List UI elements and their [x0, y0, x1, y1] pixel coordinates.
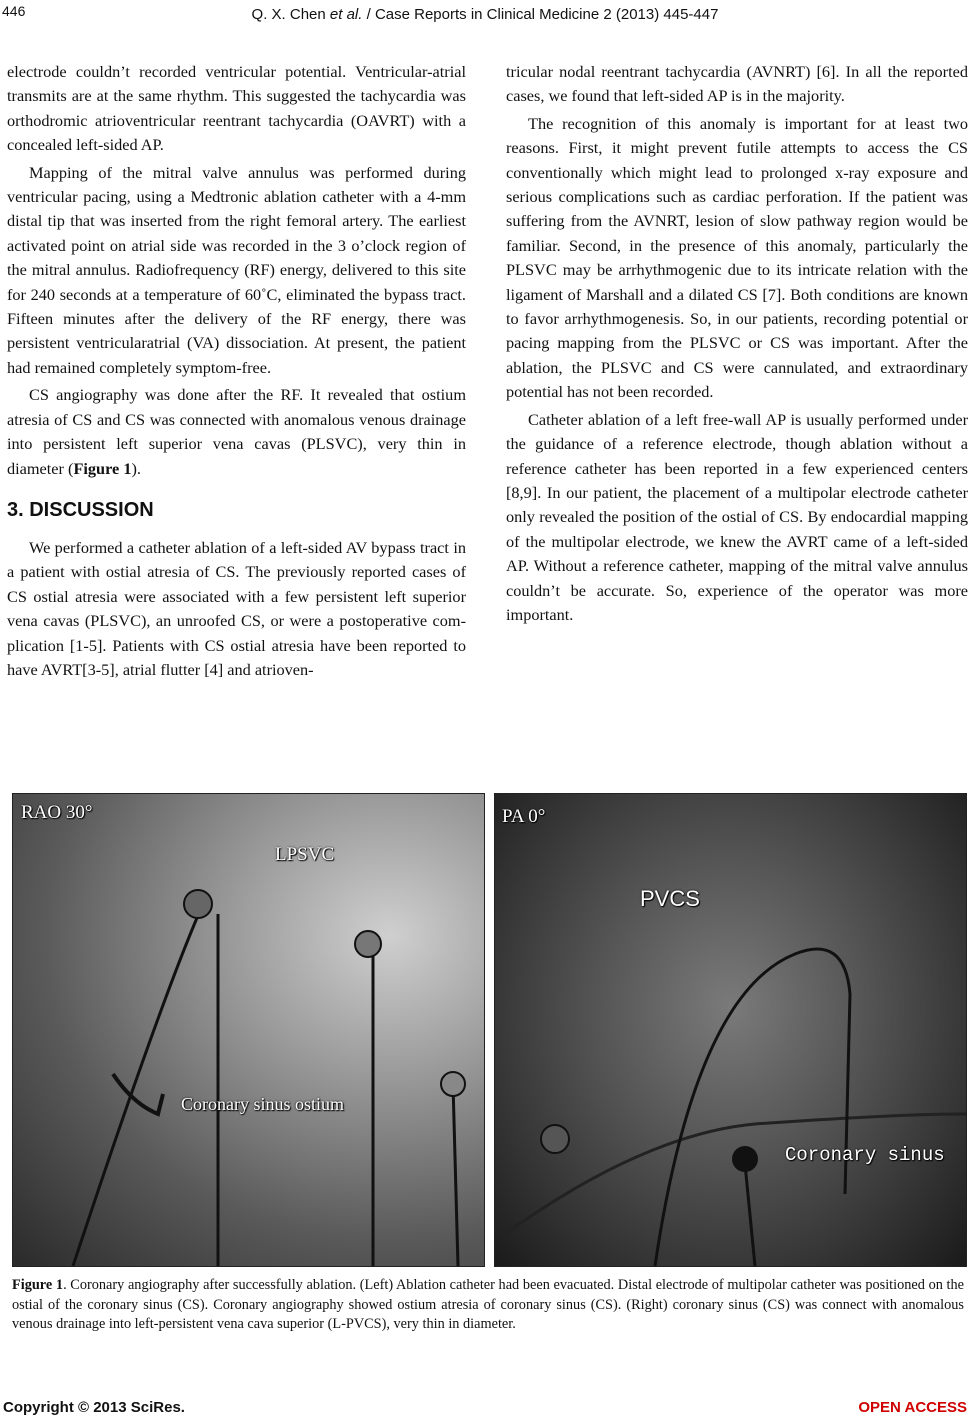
paragraph: Mapping of the mitral valve annulus was performed during ventricular pacing, using a Medtronic ablation catheter with a 4-mm distal tip that was inserted from the right femoral artery. The earliest activated point on atrial side was recorded in the 3 o’clock region of the mitral annulus. Radiofrequency (RF) energy, delivered to this site for 240 seconds at a temperature of 60˚C, eliminated the bypass tract. Fifteen minutes after the delivery of the RF energy, there was persistent ventricularatrial (VA) dissociation. At present, the patient had remained completely symptom-free.: [7, 162, 466, 377]
open-access-badge: OPEN ACCESS: [858, 1399, 967, 1416]
running-title-etal: et al.: [329, 6, 363, 23]
paragraph-text: CS angiography was done after the RF. It revealed that ostium atresia of CS and CS was connected with anomalous venous drainage into persistent left superior vena cavas (PLSVC), very thin in diameter (: [7, 385, 466, 478]
paragraph-text: ).: [131, 458, 141, 478]
running-title-journal: / Case Reports in Clinical Medicine 2 (2013) 445-447: [362, 6, 719, 23]
paragraph: [7, 383, 466, 481]
figure-caption: [12, 1276, 964, 1335]
copyright: Copyright © 2013 SciRes.: [3, 1399, 185, 1416]
left-column: [7, 60, 466, 682]
catheter-drawing: [13, 794, 484, 1266]
paragraph: electrode couldn’t recorded ventricular potential. Ventricular-atrial transmits are at the same rhythm. This suggested the tachycardia was orthodromic atrioventricular reentrant tachycardia (OAVRT) with a concealed left-sided AP.: [7, 62, 466, 155]
paragraph: Catheter ablation of a left free-wall AP is usually performed under the guidance of a reference electrode, though ablation without a reference catheter has been reported in a few experienced centers [8,9]. In our patient, the placement of a multipolar electrode catheter only revealed the position of the ostial of CS. By endocardial mapping of the multipolar electrode, we knew the AVRT came of a left-sided AP. Without a reference catheter, mapping of the mitral valve annulus couldn’t be accurate. So, experience of the operator was more important.: [506, 409, 968, 624]
page-number: 446: [2, 3, 26, 19]
sinus-label: Coronary sinus: [785, 1144, 945, 1166]
view-label: PA 0°: [502, 806, 546, 827]
vessel-label: PVCS: [640, 886, 700, 911]
caption-text: . Coronary angiography after successfully ablation. (Left) Ablation catheter had been evacuated. Distal electrode of multipolar catheter was positioned on the ostial of the coronary sinus (CS). Coronary angiography showed ostium atresia of coronary sinus (CS). (Right) coronary sinus (CS) was connect with anomalous venous drainage into left-persistent vena cava superior (L-PVCS), very thin in diameter.: [12, 1277, 965, 1332]
vessel-label: LPSVC: [275, 844, 335, 865]
caption-label: Figure 1: [12, 1277, 64, 1293]
section-heading: 3. DISCUSSION: [7, 498, 154, 521]
paragraph: tricular nodal reentrant tachycardia (AVNRT) [6]. In all the reported cases, we found that left-sided AP is in the majority.: [506, 62, 968, 106]
ostium-label: Coronary sinus ostium: [181, 1094, 345, 1114]
paragraph: The recognition of this anomaly is important for at least two reasons. First, it might prevent futile attempts to access the CS conventionally which might lead to prolonged x-ray exposure and serious complications such as cardiac perforation. If the patient was suffering from the AVNRT, lesion of slow pathway region would be familiar. Second, in the presence of this anomaly, particularly the PLSVC may be arrhythmogenic due to its intricate relation with the ligament of Marshall and a dilated CS [7]. Both conditions are known to favor arrhythmogenesis. So, in our patients, recording potential or pacing mapping from the PLSVC or CS was important. After the ablation, the PLSVC and CS were cannulated, and extraordinary potential has not been recorded.: [506, 113, 968, 402]
view-label: RAO 30°: [21, 802, 93, 823]
figure-reference[interactable]: Figure 1: [73, 458, 132, 478]
angiography-image-right: [494, 793, 967, 1267]
paragraph: We performed a catheter ablation of a left-sided AV bypass tract in a patient with ostial atresia of CS. The previously reported cases of CS ostial atresia were associated with a few persistent left superior vena cavas (PLSVC), an unroofed CS, or were a postoperative complication [1-5]. Patients with CS ostial atresia have been reported to have AVRT[3-5], atrial flutter [4] and atrioven-: [7, 537, 466, 679]
angiography-image-left: [12, 793, 485, 1267]
running-title-authors: Q. X. Chen: [251, 6, 330, 23]
running-title: [0, 6, 970, 23]
right-column: [506, 60, 968, 627]
catheter-drawing: [495, 794, 966, 1266]
